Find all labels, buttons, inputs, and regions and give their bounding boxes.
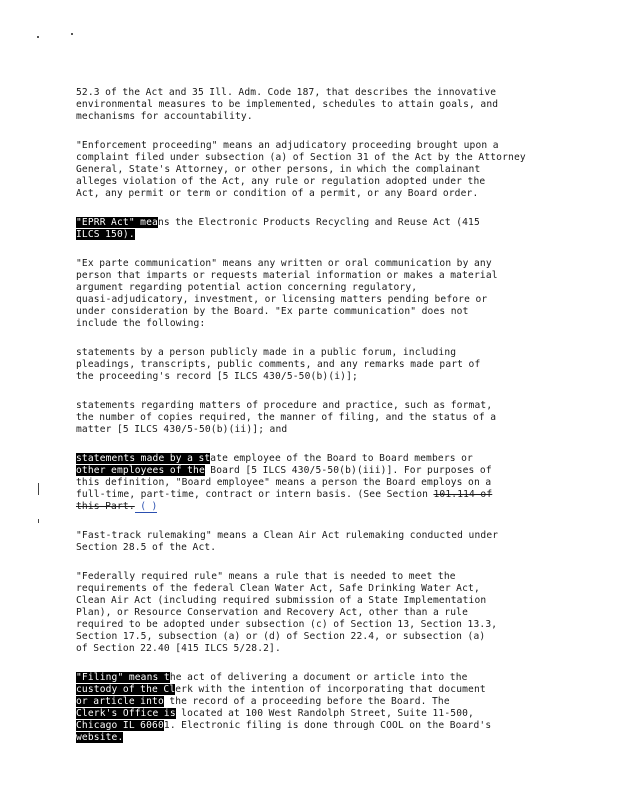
paragraph: statements regarding matters of procedure and practice, such as format, the number of copies required, the manner of filing, and the status of a matter [5 ILCS 430/5-50(b)(ii)]; and [76,400,497,435]
scan-speck [71,33,73,35]
margin-mark [38,483,39,495]
struck-text: 101.114 of this Part. [76,489,493,512]
paragraph: "Enforcement proceeding" means an adjudicatory proceeding brought upon a complaint filed under subsection (a) of Section 31 of the Act by the Attorney General, State's Attorney, or other persons, in which the complainant alleges violation of the Act, any rule or regulation adopted under the Act, any permit or term or condition of a permit, or any Board order. [76,140,526,199]
margin-mark [38,519,39,523]
paragraph: "Federally required rule" means a rule that is needed to meet the requirements of the federal Clean Water Act, Safe Drinking Water Act, Clean Air Act (including required submission of a State Implementation Plan), or Resource Conservation and Recovery Act, other than a rule required to be adopted under subsection (c) of Section 13, Section 13.3, Section 17.5, subsection (a) or (d) of Section 22.4, or subsection (a) of Section 22.40 [415 ILCS 5/28.2]. [76,571,498,654]
redaction-highlight: custody of the Cl [76,684,176,695]
redaction-highlight: or article into [76,696,164,707]
paragraph: "Filing" means the act of delivering a document or article into the custody of the Clerk with the intention of incorporating that document or article into the record of a proceeding before the Board. The Clerk's Office is located at 100 West Randolph Street, Suite 11-500, Chicago IL 60601. Electronic filing is done through COOL on the Board's website. [76,672,492,743]
scan-speck [37,36,39,38]
paragraph: "EPRR Act" means the Electronic Products Recycling and Reuse Act (415 ILCS 150). [76,217,480,240]
blank-link[interactable]: ( ) [134,501,158,512]
redaction-highlight: statements made by a st [76,453,211,464]
redaction-highlight: Clerk's Office is [76,708,176,719]
paragraph: statements made by a state employee of the Board to Board members or other employees of the Board [5 ILCS 430/5-50(b)(iii)]. For purposes of this definition, "Board employee" means a person the Board employs on a full-time, part-time, contract or intern basis. (See Section 101.114 of this Part. ( ) [76,453,493,512]
redaction-highlight: ILCS 150). [76,229,135,240]
redaction-highlight: "Filing" means t [76,672,170,683]
paragraph: 52.3 of the Act and 35 Ill. Adm. Code 187, that describes the innovative environmental measures to be implemented, schedules to attain goals, and mechanisms for accountability. [76,87,499,122]
paragraph: "Ex parte communication" means any written or oral communication by any person that imparts or requests material information or makes a material argument regarding potential action concerning regulatory, quasi-adjudicatory, investment, or licensing matters pending before or under consideration by the Board. "Ex parte communication" does not include the following: [76,258,498,329]
document-body [76,87,544,761]
redaction-highlight: other employees of the [76,465,205,476]
redaction-highlight: "EPRR Act" mea [76,217,158,228]
redaction-highlight: website. [76,732,124,743]
redaction-highlight: Chicago IL 6060 [76,720,164,731]
paragraph: statements by a person publicly made in a public forum, including pleadings, transcripts, public comments, and any remarks made part of the proceeding's record [5 ILCS 430/5-50(b)(i)]; [76,347,481,382]
paragraph: "Fast-track rulemaking" means a Clean Air Act rulemaking conducted under Section 28.5 of the Act. [76,530,499,553]
